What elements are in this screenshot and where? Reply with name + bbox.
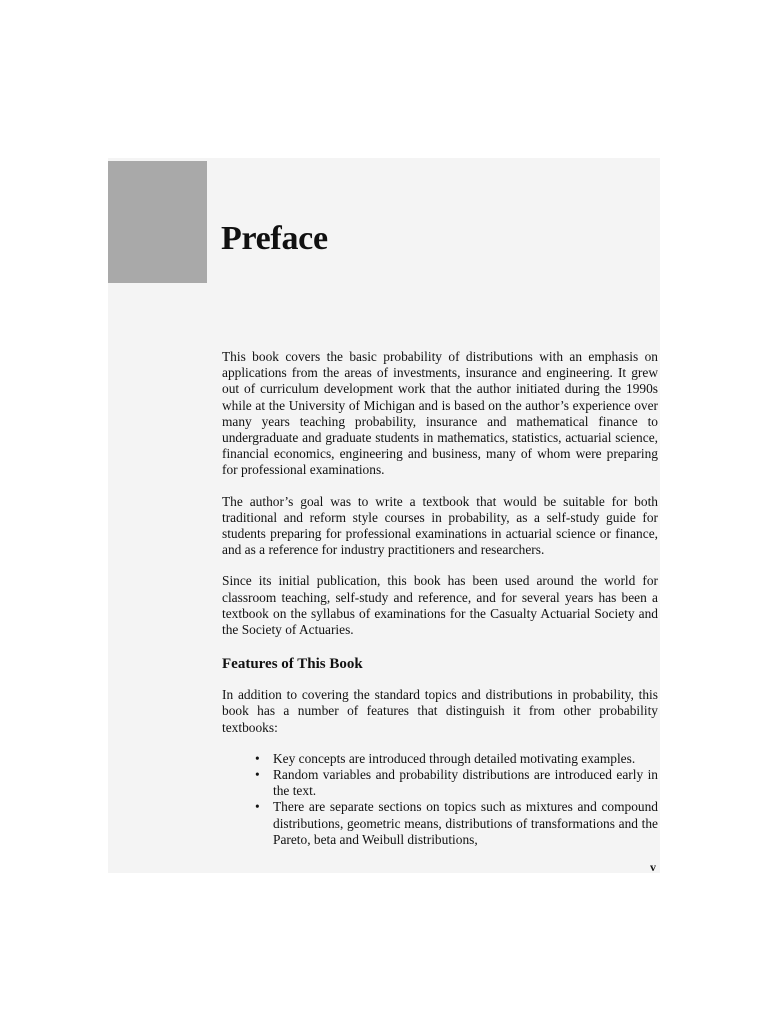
feature-list-item: • There are separate sections on topics such as mixtures and compound distributions, geometric means, distributions of transformations and the Pareto, beta and Weibull distributions, (273, 799, 658, 848)
features-intro: In addition to covering the standard topics and distributions in probability, this book has a number of features that distinguish it from other probability textbooks: (222, 687, 658, 735)
feature-list-item: • Key concepts are introduced through detailed motivating examples. (273, 751, 658, 767)
chapter-marker-block (108, 161, 207, 283)
preface-body (222, 349, 658, 848)
chapter-title: Preface (221, 220, 328, 257)
paragraph-2: The author’s goal was to write a textbook that would be suitable for both traditional and reform style courses in probability, as a self-study guide for students preparing for professional examinations in actuarial science or finance, and as a reference for industry practitioners and researchers. (222, 493, 658, 558)
paragraph-3: Since its initial publication, this book has been used around the world for classroom teaching, self-study and reference, and for several years has been a textbook on the syllabus of examinations for the Casualty Actuarial Society and the Society of Actuaries. (222, 573, 658, 638)
page-number: v (650, 860, 656, 874)
feature-list (222, 751, 658, 848)
features-heading: Features of This Book (222, 656, 363, 673)
feature-list-item: • Random variables and probability distributions are introduced early in the text. (273, 767, 658, 799)
paragraph-1: This book covers the basic probability of distributions with an emphasis on applications from the areas of investments, insurance and engineering. It grew out of curriculum development work that the author initiated during the 1990s while at the University of Michigan and is based on the author’s experience over many years teaching probability, insurance and mathematical finance to undergraduate and graduate students in mathematics, statistics, actuarial science, financial economics, engineering and business, many of whom were preparing for professional examinations. (222, 349, 658, 478)
